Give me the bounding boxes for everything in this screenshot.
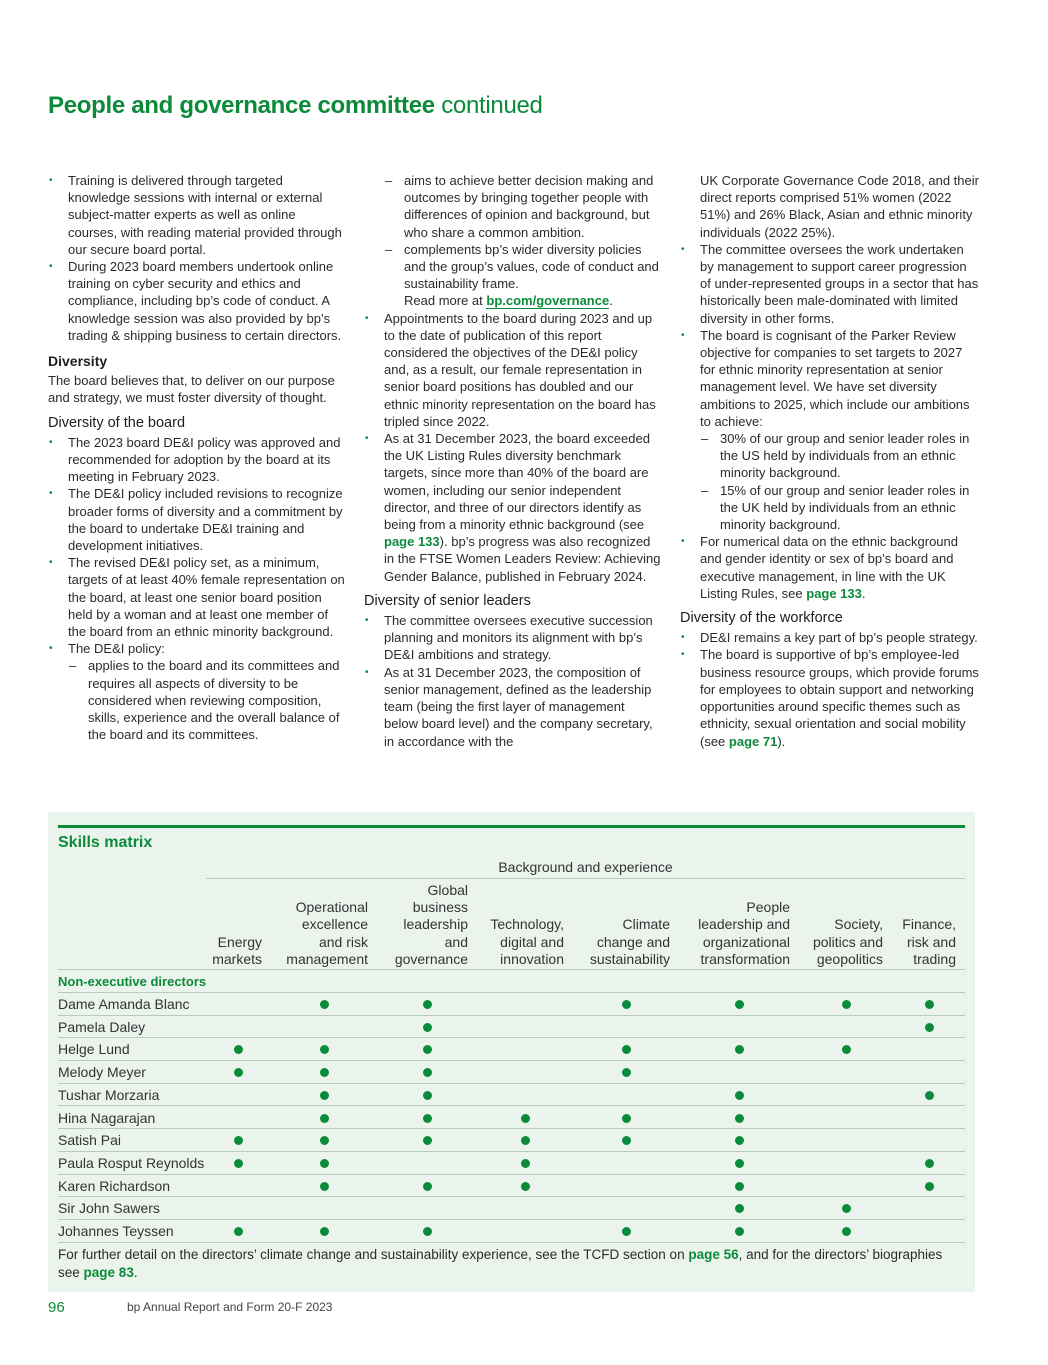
column-header-line: digital and (500, 933, 564, 950)
parker-review-text: The board is cognisant of the Parker Review objective for companies to set targets to 2027 for ethnic minority representation at senior management level. We have set diversity ambitions to 2025, which include our ambitions to achieve: (700, 327, 970, 429)
skill-dot (735, 1159, 744, 1168)
skill-dot (735, 1045, 744, 1054)
bullet-policy-targets: • The revised DE&I policy set, as a minimum, targets of at least 40% female representation on the board, at least one senior board position held by a woman and at least one member of the board from an ethnic minority background. (48, 554, 346, 640)
skill-dot (423, 1000, 432, 1009)
column-header-line: markets (212, 950, 262, 967)
skill-dot (735, 1091, 744, 1100)
skill-dot (423, 1136, 432, 1145)
table-row (58, 993, 965, 1016)
skill-dot (521, 1114, 530, 1123)
skill-dot (622, 1114, 631, 1123)
dash-applies: – applies to the board and its committees and requires all aspects of diversity to be considered when reviewing composition, skills, experience and the overall balance of the board and its committees. (68, 657, 346, 743)
skill-dot (925, 1023, 934, 1032)
skill-dot (234, 1136, 243, 1145)
column-header-line: Technology, (490, 916, 564, 933)
bullet-policy-approved: • The 2023 board DE&I policy was approved and recommended for adoption by the board at its meeting in February 2023. (48, 434, 346, 486)
read-more-line: Read more at bp.com/governance. (404, 293, 613, 309)
diversity-workforce-heading: Diversity of the workforce (680, 610, 843, 627)
governance-link[interactable]: bp.com/governance (486, 293, 610, 309)
dash-us-target: – 30% of our group and senior leader roles in the US held by individuals from an ethnic minority background. (700, 430, 980, 482)
skill-dot (320, 1159, 329, 1168)
director-name: Tushar Morzaria (58, 1086, 160, 1103)
table-row (58, 1152, 965, 1175)
director-name: Hina Nagarajan (58, 1109, 156, 1126)
text-column-2 (364, 172, 662, 750)
skill-dot (423, 1091, 432, 1100)
bullet-appointments: • Appointments to the board during 2023 and up to the date of publication of this report considered the objectives of the DE&I policy and, as a result, our female representation in senior board positions has doubled and our ethnic minority representation on the board has tripled since 2022. (364, 310, 662, 430)
page-title (48, 92, 543, 120)
table-row (58, 1129, 965, 1152)
row-divider (58, 1242, 965, 1243)
skill-dot (925, 1159, 934, 1168)
skill-dot (234, 1068, 243, 1077)
column-header-line: leadership (403, 916, 468, 933)
director-name: Dame Amanda Blanc (58, 996, 190, 1012)
column-header-line: Climate (622, 916, 670, 933)
table-row (58, 1220, 965, 1243)
skill-dot (423, 1182, 432, 1191)
footnote-text-c: . (133, 1264, 138, 1280)
bullet-succession: • The committee oversees executive succession planning and monitors its alignment with bp’s DE&I ambitions and strategy. (364, 612, 662, 664)
text-column-3 (680, 172, 980, 750)
director-name: Melody Meyer (58, 1064, 146, 1081)
bullet-2023-training: • During 2023 board members undertook online training on cyber security and ethics and compliance, including bp’s code of conduct. A knowledge session was also provided by bp’s trading & shipping business to certain directors. (48, 258, 346, 344)
skill-dot (622, 1227, 631, 1236)
footnote-text-a: For further detail on the directors’ climate change and sustainability experience, see the TCFD section on (58, 1247, 685, 1262)
table-row (58, 1038, 965, 1061)
skill-dot (622, 1136, 631, 1145)
skills-top-rule (58, 825, 965, 828)
skill-dot (423, 1114, 432, 1123)
skill-dot (925, 1091, 934, 1100)
column-header (550, 882, 670, 968)
bullet-policy-list (48, 640, 346, 743)
column-header (444, 882, 564, 968)
table-row (58, 1197, 965, 1220)
skill-dot (622, 1068, 631, 1077)
skills-footnote (58, 1246, 965, 1281)
column-header-line: transformation (700, 950, 790, 967)
column-header-line: Operational (295, 899, 368, 916)
dash-uk-target: – 15% of our group and senior leader roles in the UK held by individuals from an ethnic minority background. (700, 482, 980, 534)
footnote-text-b: , and for the directors’ biographies see (58, 1247, 943, 1280)
skill-dot (622, 1045, 631, 1054)
text-column-1 (48, 172, 346, 744)
skill-dot (423, 1023, 432, 1032)
skill-dot (320, 1068, 329, 1077)
column-header-line: and (444, 933, 468, 950)
column-header-line: innovation (500, 950, 564, 967)
column-header-line: leadership and (698, 916, 790, 933)
skill-dot (842, 1227, 851, 1236)
skill-dot (423, 1045, 432, 1054)
non-executive-directors-label: Non-executive directors (58, 974, 207, 989)
column-header-line: organizational (702, 933, 790, 950)
skill-dot (622, 1000, 631, 1009)
diversity-of-board-heading: Diversity of the board (48, 414, 186, 431)
director-name: Helge Lund (58, 1041, 130, 1058)
publication-name: bp Annual Report and Form 20-F 2023 (127, 1300, 333, 1314)
listing-rules-text: As at 31 December 2023, the board exceeded the UK Listing Rules diversity benchmark targets, since more than 40% of the board are women, including our senior independent director, and three of our directors identify as being from a minority ethnic background (see (384, 431, 650, 533)
skill-dot (521, 1182, 530, 1191)
skill-dot (735, 1136, 744, 1145)
director-name: Sir John Sawers (58, 1200, 160, 1217)
skill-dot (735, 1114, 744, 1123)
page-83-link[interactable]: page 83 (83, 1264, 134, 1280)
director-name: Johannes Teyssen (58, 1223, 174, 1239)
bullet-parker-review (680, 327, 980, 533)
skill-dot (234, 1045, 243, 1054)
column-header-line: geopolitics (816, 950, 883, 967)
bullet-senior-management: • As at 31 December 2023, the composition of senior management, defined as the leadership team (being the first layer of management below board level) and the company secretary, in accordance with the (364, 664, 662, 750)
group-header-rule (206, 878, 965, 879)
column-header (836, 882, 956, 968)
numerical-data-text: For numerical data on the ethnic background and gender identity or sex of bp’s board and executive management, in line with the UK Listing Rules, see (700, 534, 958, 601)
bullet-numerical-data (680, 533, 980, 602)
page-number: 96 (48, 1299, 65, 1316)
bullet-resource-groups (680, 646, 980, 749)
page-71-link[interactable]: page 71 (728, 733, 778, 749)
column-header-line: governance (394, 950, 468, 967)
column-header-line: trading (913, 950, 956, 967)
diversity-paragraph: The board believes that, to deliver on our purpose and strategy, we must foster diversity of thought. (48, 373, 335, 406)
resource-groups-end: ). (777, 733, 786, 749)
director-name: Satish Pai (58, 1132, 122, 1149)
title-bold: People and governance committee (48, 92, 435, 119)
skill-dot (234, 1159, 243, 1168)
diversity-heading: Diversity (48, 353, 108, 370)
skill-dot (735, 1000, 744, 1009)
skill-dot (842, 1000, 851, 1009)
title-continued: continued (441, 92, 543, 119)
skills-matrix-title: Skills matrix (58, 834, 153, 851)
page-56-link[interactable]: page 56 (688, 1247, 739, 1262)
skill-dot (234, 1227, 243, 1236)
read-more-text: Read more at (404, 293, 483, 309)
background-experience-header: Background and experience (498, 859, 673, 875)
skill-dot (925, 1000, 934, 1009)
column-header-line: change and (596, 933, 670, 950)
column-header-line: management (286, 950, 368, 967)
skill-dot (842, 1045, 851, 1054)
skill-dot (842, 1204, 851, 1213)
column-header-line: and risk (318, 933, 368, 950)
skill-dot (320, 1000, 329, 1009)
dash-aims: – aims to achieve better decision making and outcomes by bringing together people with differences of opinion and background, but who share a common ambition. (384, 172, 662, 241)
dash-complements: – complements bp’s wider diversity policies and the group’s values, code of conduct and sustainability frame. (384, 241, 662, 293)
bullet-policy-revisions: • The DE&I policy included revisions to recognize broader forms of diversity and a commitment by the board to undertake DE&I training and development initiatives. (48, 485, 346, 554)
bullet-listing-rules (364, 430, 662, 585)
column-header-line: People (746, 899, 790, 916)
listing-rules-text-end: ). bp’s progress was also recognized in the FTSE Women Leaders Review: Achieving Gender Balance, published in February 2024. (384, 534, 661, 584)
column-header-line: Global (427, 881, 468, 898)
skill-dot (320, 1227, 329, 1236)
column-header-line: excellence (301, 916, 368, 933)
column-header-line: Society, (834, 916, 883, 933)
skill-dot (423, 1227, 432, 1236)
skill-dot (320, 1114, 329, 1123)
table-row (58, 1175, 965, 1198)
skill-dot (423, 1068, 432, 1077)
senior-management-continued: UK Corporate Governance Code 2018, and their direct reports comprised 51% women (2022 51%) and 26% Black, Asian and ethnic minority individuals (2022 25%). (700, 173, 979, 240)
table-row (58, 1084, 965, 1107)
skills-matrix-panel (48, 812, 975, 1292)
resource-groups-text: The board is supportive of bp’s employee-led business resource groups, which provide forums for employees to obtain support and networking opportunities around specific themes such as ethnicity, sexual orientation and social mobility (see (700, 647, 979, 749)
column-header-line: Finance, (902, 916, 956, 933)
skill-dot (320, 1136, 329, 1145)
column-header-line: sustainability (589, 950, 670, 967)
skill-dot (521, 1159, 530, 1168)
skill-dot (735, 1204, 744, 1213)
skill-dot (925, 1182, 934, 1191)
skill-dot (320, 1045, 329, 1054)
page-133-link-2[interactable]: page 133 (806, 585, 862, 601)
bullet-training: • Training is delivered through targeted knowledge sessions with internal or external subject-matter experts as well as online courses, with reading material provided through our secure board portal. (48, 172, 346, 258)
table-row (58, 1061, 965, 1084)
director-name: Paula Rosput Reynolds (58, 1154, 205, 1171)
column-header-line: risk and (906, 933, 956, 950)
bullet-people-strategy: • DE&I remains a key part of bp’s people strategy. (680, 629, 980, 646)
page-133-link[interactable]: page 133 (384, 534, 440, 550)
skill-dot (320, 1182, 329, 1191)
numerical-data-end: . (861, 585, 866, 601)
column-header (142, 882, 262, 968)
director-name: Karen Richardson (58, 1177, 171, 1194)
diversity-senior-leaders-heading: Diversity of senior leaders (364, 592, 531, 609)
column-header-line: politics and (812, 933, 883, 950)
skill-dot (320, 1091, 329, 1100)
column-header-line: Energy (217, 933, 262, 950)
column-header-line: business (412, 899, 468, 916)
skill-dot (735, 1182, 744, 1191)
column-header-rule (58, 969, 965, 970)
table-row (58, 1107, 965, 1130)
director-name: Pamela Daley (58, 1018, 146, 1035)
bullet-career-progression: • The committee oversees the work undertaken by management to support career progression of under-represented groups in a sector that has historically been male-dominated with limited diversity in other forms. (680, 241, 980, 327)
skill-dot (521, 1136, 530, 1145)
skill-dot (735, 1227, 744, 1236)
table-row (58, 1016, 965, 1039)
policy-list-intro: The DE&I policy: (68, 641, 165, 657)
